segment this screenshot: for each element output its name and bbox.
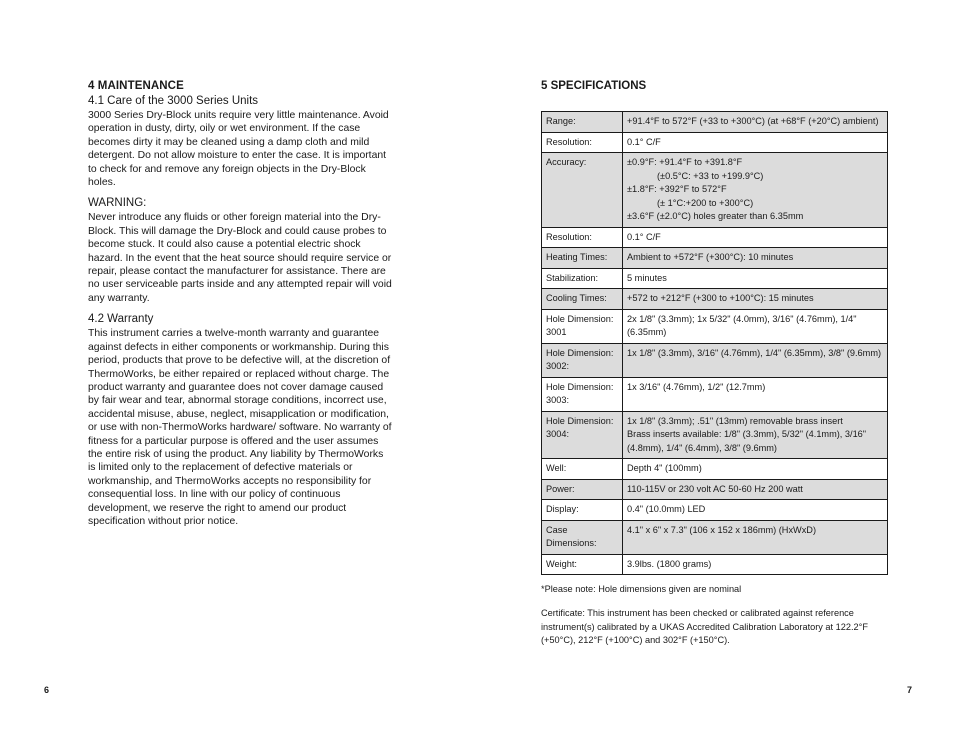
spec-value: 0.1° C/F (623, 227, 888, 248)
right-page (477, 0, 954, 738)
hole-3004-line: Brass inserts available: 1/8" (3.3mm), 5/32" (4.1mm), 3/16" (4.8mm), 1/4" (6.4mm), 3/8" (9.6mm) (627, 429, 867, 453)
certificate-paragraph: Certificate: This instrument has been checked or calibrated against reference instrument(s) calibrated by a UKAS Accredited Calibration Laboratory at 122.2°F (+50°C), 212°F (+100°C) and 302°F (+150°C). (541, 608, 868, 646)
spec-row-resolution (542, 132, 888, 153)
spec-row-hole-3001 (542, 309, 888, 343)
care-paragraph: 3000 Series Dry-Block units require very little maintenance. Avoid operation in dusty, dirty, oily or wet environment. If the case becomes dirty it may be cleaned using a damp cloth and mild detergent. Do not allow moisture to enter the case. It is important to check for and remove any foreign objects in the Dry-Block holes. (88, 110, 389, 189)
accuracy-line: ±3.6°F (±2.0°C) holes greater than 6.35mm (627, 211, 804, 221)
spec-value: 2x 1/8" (3.3mm); 1x 5/32" (4.0mm), 3/16" (4.76mm), 1/4" (6.35mm) (623, 309, 888, 343)
spec-label: Hole Dimension: 3001 (542, 309, 623, 343)
spec-row-accuracy (542, 153, 888, 228)
spec-label: Display: (542, 500, 623, 521)
spec-label: Range: (542, 112, 623, 133)
spec-value: +91.4°F to 572°F (+33 to +300°C) (at +68°F (+20°C) ambient) (623, 112, 888, 133)
spec-label: Resolution: (542, 227, 623, 248)
accuracy-line: ±0.9°F: +91.4°F to +391.8°F (627, 157, 743, 167)
page-number-left: 6 (44, 685, 50, 695)
spec-label: Hole Dimension: 3003: (542, 377, 623, 411)
spec-label: Hole Dimension: 3004: (542, 411, 623, 459)
spec-row-power (542, 479, 888, 500)
spec-row-case-dimensions (542, 520, 888, 554)
maintenance-section (88, 80, 393, 536)
accuracy-line: ±1.8°F: +392°F to 572°F (627, 184, 727, 194)
spec-row-heating (542, 248, 888, 269)
specifications-table (541, 111, 888, 575)
spec-value: 1x 3/16" (4.76mm), 1/2" (12.7mm) (623, 377, 888, 411)
spec-label: Well: (542, 459, 623, 480)
specifications-section (541, 80, 901, 648)
spec-value: Ambient to +572°F (+300°C): 10 minutes (623, 248, 888, 269)
spec-label: Case Dimensions: (542, 520, 623, 554)
warranty-paragraph: This instrument carries a twelve-month warranty and guarantee against defects in either components or workmanship. During this period, products that prove to be defective will, at the discretion of ThermoWorks, be either repaired or replaced without charge. The product warranty and guarantee does not cover damage caused by fair wear and tear, abnormal storage conditions, incorrect use, accidental misuse, abuse, neglect, misapplication or modification, or use with non-ThermoWorks hardware/ software. No warranty of fitness for a particular purpose is offered and the user assumes the entire risk of using the product. Any liability by ThermoWorks is limited only to the replacement of defective materials or workmanship, and ThermoWorks accepts no responsibility for consequential loss. In line with our policy of continuous development, we reserve the right to amend our product specification without prior notice. (88, 328, 392, 527)
spec-row-stabilization (542, 268, 888, 289)
spec-value: 0.1° C/F (623, 132, 888, 153)
spec-value (623, 153, 888, 228)
spec-row-weight (542, 554, 888, 575)
care-heading: 4.1 Care of the 3000 Series Units (88, 95, 259, 107)
spec-label: Power: (542, 479, 623, 500)
spec-label: Weight: (542, 554, 623, 575)
hole-3004-line: 1x 1/8" (3.3mm); .51" (13mm) removable brass insert (627, 415, 843, 426)
spec-value: 4.1" x 6" x 7.3" (106 x 152 x 186mm) (HxWxD) (623, 520, 888, 554)
warranty-heading: 4.2 Warranty (88, 313, 154, 326)
spec-row-hole-3004 (542, 411, 888, 459)
spec-value: 0.4" (10.0mm) LED (623, 500, 888, 521)
spec-row-range (542, 112, 888, 133)
spec-value: 1x 1/8" (3.3mm), 3/16" (4.76mm), 1/4" (6.35mm), 3/8" (9.6mm) (623, 343, 888, 377)
warning-heading: WARNING: (88, 197, 147, 210)
spec-value: Depth 4" (100mm) (623, 459, 888, 480)
spec-value: 5 minutes (623, 268, 888, 289)
spec-row-hole-3003 (542, 377, 888, 411)
spec-label: Heating Times: (542, 248, 623, 269)
accuracy-line: (±0.5°C: +33 to +199.9°C) (657, 170, 764, 181)
specifications-heading: 5 SPECIFICATIONS (541, 80, 647, 92)
accuracy-line: (± 1°C:+200 to +300°C) (657, 197, 754, 208)
spec-row-display (542, 500, 888, 521)
spec-value: 110-115V or 230 volt AC 50-60 Hz 200 watt (623, 479, 888, 500)
spec-row-cooling (542, 289, 888, 310)
spec-row-resolution-2 (542, 227, 888, 248)
spec-row-well (542, 459, 888, 480)
spec-value (623, 411, 888, 459)
spec-label: Hole Dimension: 3002: (542, 343, 623, 377)
spec-value: +572 to +212°F (+300 to +100°C): 15 minutes (623, 289, 888, 310)
spec-row-hole-3002 (542, 343, 888, 377)
hole-dimension-note: *Please note: Hole dimensions given are nominal (541, 584, 742, 594)
spec-label: Stabilization: (542, 268, 623, 289)
spec-label: Accuracy: (542, 153, 623, 228)
warning-paragraph: Never introduce any fluids or other foreign material into the Dry-Block. This will damage the Dry-Block and could cause probes to become stuck. It could also cause a potential electric shock hazard. In the event that the heat source should require service or repair, please contact the manufacturer for assistance. There are no user serviceable parts inside and any attempted repair will void any warranty. (88, 212, 392, 304)
spec-value: 3.9lbs. (1800 grams) (623, 554, 888, 575)
spec-label: Cooling Times: (542, 289, 623, 310)
spec-label: Resolution: (542, 132, 623, 153)
page-number-right: 7 (907, 685, 913, 695)
maintenance-heading: 4 MAINTENANCE (88, 80, 184, 92)
